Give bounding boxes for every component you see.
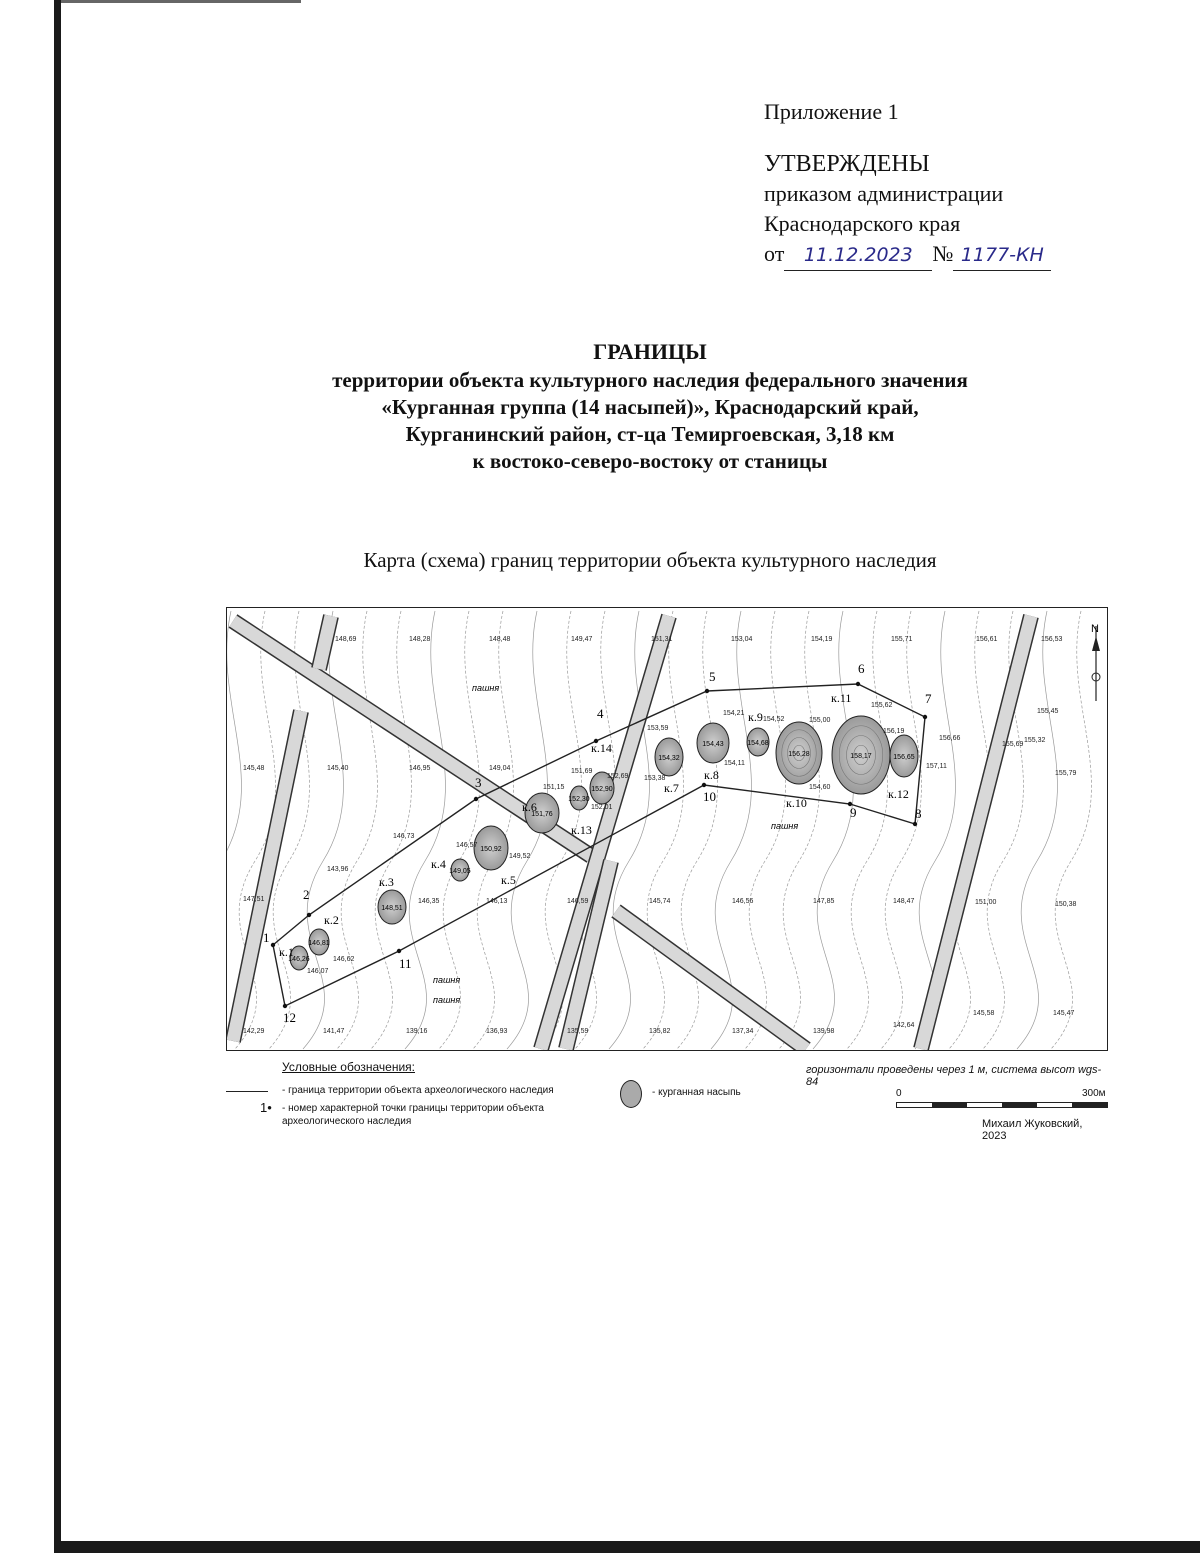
- elevation-label: 151,69: [571, 768, 593, 775]
- elevation-label: 154,52: [763, 716, 785, 723]
- elevation-label: 149,52: [509, 853, 531, 860]
- title-main: ГРАНИЦЫ: [593, 339, 707, 364]
- appendix-label: Приложение 1: [764, 99, 899, 124]
- mound-height: 149,05: [449, 868, 471, 875]
- mound-label: к.3: [379, 875, 394, 889]
- elevation-label: 136,93: [486, 1028, 508, 1035]
- elevation-label: 153,04: [731, 636, 753, 643]
- mound-label: к.14: [591, 741, 612, 755]
- north-arrow: [1091, 623, 1100, 701]
- elevation-label: 151,00: [975, 899, 997, 906]
- mound-label: к.2: [324, 913, 339, 927]
- boundary-point-dot: [923, 715, 927, 719]
- map-legend: [226, 1060, 1106, 1140]
- elevation-label: 141,47: [323, 1028, 345, 1035]
- boundary-point-label: 7: [925, 691, 932, 706]
- elevation-label: 146,73: [393, 833, 415, 840]
- elevation-label: 154,11: [724, 760, 745, 767]
- contour-line: [371, 611, 411, 1049]
- elevation-label: 156,66: [939, 735, 961, 742]
- approved-by-line2: Краснодарского края: [764, 211, 961, 236]
- title-line: территории объекта культурного наследия федерального значения: [332, 368, 968, 392]
- mound-height: 152,90: [591, 786, 613, 793]
- mound: [888, 735, 918, 801]
- elevation-label: 151,31: [651, 636, 673, 643]
- mound-label: к.7: [664, 781, 679, 795]
- approved-label: УТВЕРЖДЕНЫ: [764, 151, 930, 177]
- elevation-label: 139,16: [406, 1028, 428, 1035]
- boundary-point-dot: [271, 943, 275, 947]
- elevation-label: 149,47: [571, 636, 593, 643]
- elevation-label: 146,62: [333, 956, 355, 963]
- elevation-label: 147,51: [243, 896, 265, 903]
- mound-label: к.13: [571, 823, 592, 837]
- date-prefix: от: [764, 241, 785, 266]
- elevation-label: 146,07: [307, 968, 329, 975]
- elevation-label: 155,79: [1055, 770, 1077, 777]
- elevation-label: 146,57: [456, 842, 478, 849]
- elevation-label: 154,21: [723, 710, 745, 717]
- boundary-point-dot: [397, 949, 401, 953]
- mound-symbol-icon: [620, 1080, 642, 1108]
- mound-label: к.11: [831, 691, 852, 705]
- mound-height: 150,92: [480, 846, 502, 853]
- north-label: N: [1091, 623, 1099, 635]
- contour-line: [881, 611, 921, 1049]
- elevation-labels: [243, 636, 1077, 1035]
- road-strips: [233, 616, 1031, 1049]
- legend-boundary: - граница территории объекта археологического наследия: [282, 1085, 554, 1096]
- elevation-label: 148,47: [893, 898, 915, 905]
- boundary-point-dot: [705, 689, 709, 693]
- mound-label: к.12: [888, 787, 909, 801]
- number-prefix: №: [932, 241, 954, 266]
- mound-height: 154,32: [658, 755, 680, 762]
- boundary-point-label: 3: [475, 775, 482, 790]
- boundary-point-label: 6: [858, 661, 865, 676]
- handwritten-date: 11.12.2023: [784, 240, 932, 271]
- mound: [522, 793, 559, 833]
- elevation-label: 157,11: [926, 763, 947, 770]
- legend-heading: Условные обозначения:: [282, 1060, 415, 1074]
- mound-label: к.9: [748, 710, 763, 724]
- elevation-label: 145,47: [1053, 1010, 1075, 1017]
- boundary-point-dot: [913, 822, 917, 826]
- mound: [279, 945, 310, 970]
- elevation-label: 146,59: [567, 898, 589, 905]
- mound-height: 156,28: [788, 751, 810, 758]
- contour-line: [813, 611, 853, 1049]
- mound: [568, 786, 592, 837]
- elevation-label: 148,28: [409, 636, 431, 643]
- elevation-label: 145,40: [327, 765, 349, 772]
- boundary-point-dot: [307, 913, 311, 917]
- boundary-point-label: 12: [283, 1010, 296, 1025]
- elevation-label: 153,59: [647, 725, 669, 732]
- elevation-label: 155,62: [871, 702, 893, 709]
- elevation-label: 135,82: [649, 1028, 671, 1035]
- map-author: Михаил Жуковский, 2023: [982, 1118, 1083, 1142]
- mound: [776, 722, 822, 810]
- title-line: «Курганная группа (14 насыпей)», Краснодарский край,: [381, 395, 919, 419]
- map-caption: Карта (схема) границ территории объекта культурного наследия: [363, 548, 937, 572]
- elevation-label: 155,71: [891, 636, 913, 643]
- elevation-label: 152,01: [591, 804, 613, 811]
- mound: [431, 857, 471, 881]
- elevation-label: 154,60: [809, 784, 831, 791]
- elevation-label: 137,34: [732, 1028, 754, 1035]
- elevation-label: 146,35: [418, 898, 440, 905]
- boundary-point-label: 11: [399, 956, 412, 971]
- elevation-label: 155,45: [1037, 708, 1059, 715]
- elevation-label: 156,61: [976, 636, 998, 643]
- mound-height: 154,68: [747, 740, 769, 747]
- mound: [697, 723, 729, 782]
- mound-label: к.10: [786, 796, 807, 810]
- boundary-point-label: 8: [915, 806, 922, 821]
- field-label: пашня: [771, 821, 799, 831]
- mound-height: 158,17: [850, 753, 872, 760]
- title-line: Курганинский район, ст-ца Темиргоевская, 3,18 км: [405, 422, 895, 446]
- elevation-label: 142,64: [893, 1022, 915, 1029]
- scan-edge-top: [61, 0, 301, 3]
- mound: [308, 913, 339, 955]
- elevation-label: 154,19: [811, 636, 833, 643]
- elevation-label: 151,15: [543, 784, 565, 791]
- mound-height: 151,76: [531, 811, 553, 818]
- elevation-label: 156,53: [1041, 636, 1063, 643]
- approved-by-line1: приказом администрации: [764, 181, 1004, 206]
- boundary-point-label: 5: [709, 669, 716, 684]
- field-label: пашня: [433, 995, 461, 1005]
- elevation-label: 152,69: [607, 773, 629, 780]
- approval-block: [764, 97, 1051, 271]
- scale-zero: 0: [896, 1088, 902, 1099]
- scale-max: 300м: [1082, 1088, 1106, 1099]
- title-line: к востоко-северо-востоку от станицы: [472, 449, 828, 473]
- contour-note: горизонтали проведены через 1 м, система высот wgs-84: [806, 1064, 1102, 1088]
- boundary-point-label: 9: [850, 805, 857, 820]
- elevation-label: 148,69: [335, 636, 357, 643]
- boundary-point-label: 2: [303, 887, 310, 902]
- elevation-label: 146,95: [409, 765, 431, 772]
- road-fill: [616, 911, 806, 1049]
- mound-height: 152,30: [568, 796, 590, 803]
- boundary-point-dot: [702, 783, 706, 787]
- point-symbol: 1•: [260, 1100, 272, 1115]
- mound-height: 156,65: [893, 754, 915, 761]
- document-title: [200, 338, 1100, 475]
- mound-label: к.8: [704, 768, 719, 782]
- elevation-label: 155,00: [809, 717, 831, 724]
- mound-height: 154,43: [702, 741, 724, 748]
- mound-height: 148,51: [381, 905, 403, 912]
- contour-line: [847, 611, 887, 1049]
- elevation-label: 145,48: [243, 765, 265, 772]
- mound: [378, 875, 406, 924]
- elevation-label: 145,58: [973, 1010, 995, 1017]
- boundary-point-label: 1: [263, 930, 270, 945]
- boundary-point-dot: [283, 1004, 287, 1008]
- elevation-label: 139,98: [813, 1028, 835, 1035]
- elevation-label: 147,85: [813, 898, 835, 905]
- road-fill: [233, 711, 301, 1041]
- legend-mound: - курганная насыпь: [652, 1087, 741, 1098]
- elevation-label: 149,04: [489, 765, 511, 772]
- contour-line: [1051, 611, 1091, 1049]
- elevation-label: 143,96: [327, 866, 349, 873]
- scan-edge-left: [54, 0, 61, 1553]
- contour-line: [337, 611, 377, 1049]
- elevation-label: 155,69: [1002, 741, 1024, 748]
- boundary-point-dot: [474, 797, 478, 801]
- elevation-label: 148,48: [489, 636, 511, 643]
- mound-height: 146,81: [308, 940, 330, 947]
- elevation-label: 150,38: [1055, 901, 1077, 908]
- elevation-label: 145,74: [649, 898, 671, 905]
- elevation-label: 142,29: [243, 1028, 265, 1035]
- mound: [655, 738, 683, 795]
- mound-label: к.1: [279, 945, 294, 959]
- boundary-line-symbol: [226, 1091, 268, 1092]
- elevation-label: 146,13: [486, 898, 508, 905]
- elevation-label: 146,56: [732, 898, 754, 905]
- handwritten-number: 1177-КН: [953, 240, 1051, 271]
- field-label: пашня: [472, 683, 500, 693]
- mound-height: 146,26: [288, 956, 310, 963]
- mound-label: к.4: [431, 857, 446, 871]
- field-label: пашня: [433, 975, 461, 985]
- road-fill: [921, 616, 1031, 1049]
- elevation-label: 156,19: [883, 728, 905, 735]
- mound-label: к.6: [522, 800, 537, 814]
- elevation-label: 153,38: [644, 775, 666, 782]
- site-map-svg: [227, 608, 1107, 1050]
- mound-label: к.5: [501, 873, 516, 887]
- order-date-line: [764, 239, 1051, 271]
- boundary-point-label: 10: [703, 789, 716, 804]
- scan-edge-bottom: [54, 1541, 1200, 1553]
- legend-point: - номер характерной точки границы территории объекта археологического наследия: [282, 1103, 544, 1127]
- boundary-point-label: 4: [597, 706, 604, 721]
- elevation-label: 135,59: [567, 1028, 589, 1035]
- boundary-point-dot: [856, 682, 860, 686]
- elevation-label: 155,32: [1024, 737, 1046, 744]
- scale-bar: [896, 1102, 1108, 1108]
- site-map: [226, 607, 1108, 1051]
